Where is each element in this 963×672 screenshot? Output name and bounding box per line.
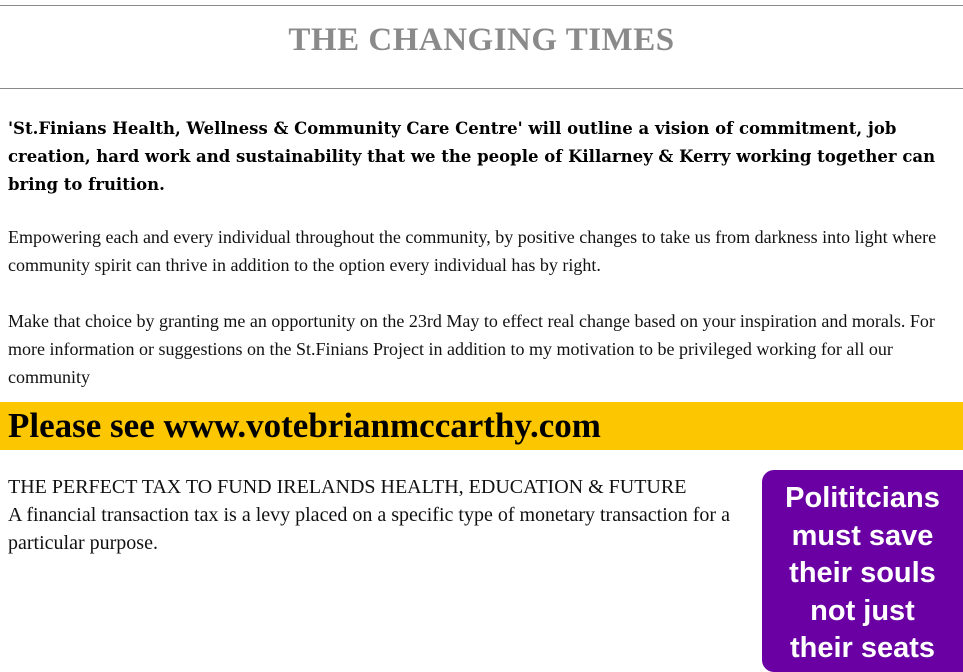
top-rule	[0, 5, 963, 6]
masthead-divider	[0, 88, 963, 89]
masthead-title: THE CHANGING TIMES	[288, 22, 675, 58]
website-link[interactable]: Please see www.votebrianmccarthy.com	[8, 406, 601, 445]
tax-heading: THE PERFECT TAX TO FUND IRELANDS HEALTH, EDUCATION & FUTURE	[8, 476, 687, 498]
empowering-paragraph: Empowering each and every individual throughout the community, by positive changes to take us from darkness into light where community spirit can thrive in addition to the option every individual has by right.	[8, 227, 937, 275]
tax-description: A financial transaction tax is a levy placed on a specific type of monetary transaction for a particular purpose.	[8, 504, 730, 554]
lead-paragraph: 'St.Finians Health, Wellness & Community Care Centre' will outline a vision of commitment, job creation, hard work and sustainability that we the people of Killarney & Kerry working together can bring to fruition.	[8, 119, 936, 194]
tax-section	[8, 473, 748, 557]
choice-paragraph: Make that choice by granting me an opportunity on the 23rd May to effect real change based on your inspiration and morals. For more information or suggestions on the St.Finians Project in addition to my motivation to be privileged working for all our community	[8, 311, 935, 387]
website-banner	[0, 402, 963, 450]
slogan-box	[762, 470, 963, 672]
slogan-text: Polititcians must save their souls not just their seats	[785, 482, 940, 664]
